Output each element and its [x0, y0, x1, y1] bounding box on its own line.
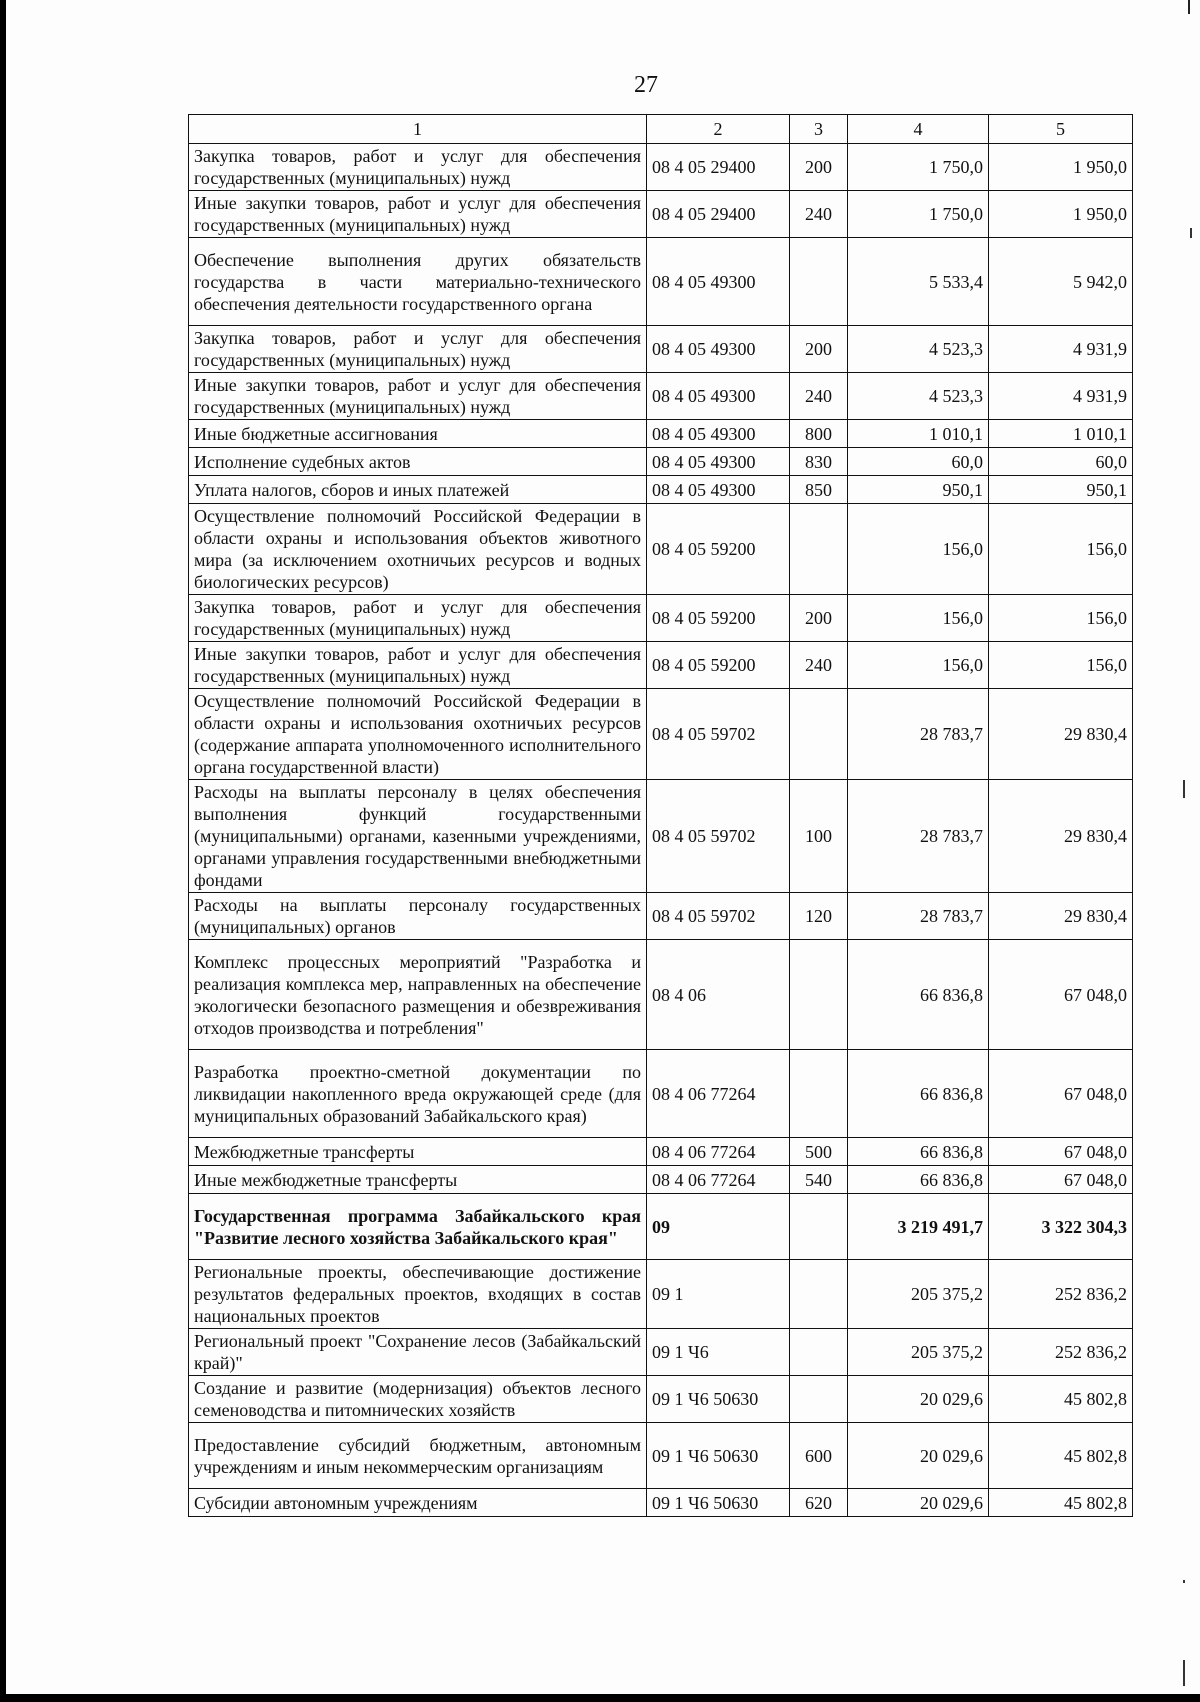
row-amount-year1-cell: 66 836,8 — [848, 1138, 989, 1166]
table-row — [189, 448, 1133, 476]
row-name-cell: Иные бюджетные ассигнования — [189, 420, 647, 448]
row-code-cell: 08 4 05 59702 — [647, 893, 790, 940]
row-amount-year2-cell: 45 802,8 — [989, 1489, 1133, 1517]
row-expense-type-cell — [790, 504, 848, 595]
row-name-cell: Уплата налогов, сборов и иных платежей — [189, 476, 647, 504]
row-expense-type-cell: 200 — [790, 326, 848, 373]
row-amount-year2-cell: 29 830,4 — [989, 689, 1133, 780]
row-expense-type-cell: 120 — [790, 893, 848, 940]
row-name-cell: Расходы на выплаты персоналу государственных (муниципальных) органов — [189, 893, 647, 940]
row-code-cell: 08 4 05 49300 — [647, 476, 790, 504]
row-name-cell: Осуществление полномочий Российской Федерации в области охраны и использования объектов животного мира (за исключением охотничьих ресурсов и водных биологических ресурсов) — [189, 504, 647, 595]
scan-speck — [1183, 1660, 1185, 1686]
header-col-5: 5 — [989, 115, 1133, 144]
row-amount-year1-cell: 28 783,7 — [848, 780, 989, 893]
table-row — [189, 893, 1133, 940]
row-name-cell: Закупка товаров, работ и услуг для обеспечения государственных (муниципальных) нужд — [189, 595, 647, 642]
scan-speck — [1183, 780, 1185, 798]
table-row — [189, 1423, 1133, 1489]
row-amount-year2-cell: 67 048,0 — [989, 1166, 1133, 1194]
row-name-cell: Государственная программа Забайкальского края "Развитие лесного хозяйства Забайкальского края" — [189, 1194, 647, 1260]
row-expense-type-cell — [790, 1194, 848, 1260]
table-row — [189, 144, 1133, 191]
row-amount-year1-cell: 1 010,1 — [848, 420, 989, 448]
scan-speck — [1190, 228, 1192, 238]
table-row — [189, 1489, 1133, 1517]
table-body — [189, 144, 1133, 1517]
row-name-cell: Закупка товаров, работ и услуг для обеспечения государственных (муниципальных) нужд — [189, 326, 647, 373]
row-expense-type-cell: 830 — [790, 448, 848, 476]
table-row — [189, 420, 1133, 448]
row-amount-year2-cell: 1 950,0 — [989, 191, 1133, 238]
table-row — [189, 1260, 1133, 1329]
row-amount-year2-cell: 67 048,0 — [989, 1138, 1133, 1166]
row-name-cell: Региональные проекты, обеспечивающие достижение результатов федеральных проектов, входящих в состав национальных проектов — [189, 1260, 647, 1329]
row-name-cell: Межбюджетные трансферты — [189, 1138, 647, 1166]
row-name-cell: Создание и развитие (модернизация) объектов лесного семеноводства и питомнических хозяйств — [189, 1376, 647, 1423]
scan-corner-mark — [1188, 0, 1196, 14]
row-name-cell: Региональный проект "Сохранение лесов (Забайкальский край)" — [189, 1329, 647, 1376]
table-row — [189, 1376, 1133, 1423]
row-code-cell: 08 4 05 49300 — [647, 420, 790, 448]
header-col-3: 3 — [790, 115, 848, 144]
row-name-cell: Расходы на выплаты персоналу в целях обеспечения выполнения функций государственными (муниципальными) органами, казенными учреждениями, органами управления государственными внебюджетными фондами — [189, 780, 647, 893]
table-row — [189, 191, 1133, 238]
row-expense-type-cell: 240 — [790, 642, 848, 689]
row-amount-year2-cell: 29 830,4 — [989, 893, 1133, 940]
table-row — [189, 689, 1133, 780]
row-name-cell: Иные межбюджетные трансферты — [189, 1166, 647, 1194]
table-row — [189, 642, 1133, 689]
row-amount-year2-cell: 252 836,2 — [989, 1329, 1133, 1376]
row-amount-year2-cell: 67 048,0 — [989, 1050, 1133, 1138]
row-amount-year1-cell: 66 836,8 — [848, 1166, 989, 1194]
row-code-cell: 09 1 Ч6 — [647, 1329, 790, 1376]
header-row — [189, 115, 1133, 144]
row-name-cell: Осуществление полномочий Российской Федерации в области охраны и использования охотничьих ресурсов (содержание аппарата уполномоченного исполнительного органа государственной власти) — [189, 689, 647, 780]
row-expense-type-cell: 200 — [790, 144, 848, 191]
row-expense-type-cell — [790, 940, 848, 1050]
row-amount-year2-cell: 950,1 — [989, 476, 1133, 504]
row-code-cell: 08 4 06 77264 — [647, 1166, 790, 1194]
scan-edge-bottom — [0, 1694, 1200, 1702]
row-code-cell: 09 1 Ч6 50630 — [647, 1423, 790, 1489]
row-code-cell: 09 1 — [647, 1260, 790, 1329]
row-amount-year2-cell: 45 802,8 — [989, 1423, 1133, 1489]
table-row — [189, 476, 1133, 504]
row-amount-year2-cell: 60,0 — [989, 448, 1133, 476]
row-amount-year1-cell: 60,0 — [848, 448, 989, 476]
budget-table — [188, 114, 1133, 1517]
row-expense-type-cell — [790, 1376, 848, 1423]
row-code-cell: 08 4 06 — [647, 940, 790, 1050]
table-row — [189, 373, 1133, 420]
row-name-cell: Закупка товаров, работ и услуг для обеспечения государственных (муниципальных) нужд — [189, 144, 647, 191]
row-code-cell: 08 4 05 59702 — [647, 780, 790, 893]
row-code-cell: 08 4 05 29400 — [647, 144, 790, 191]
table-row — [189, 1138, 1133, 1166]
row-expense-type-cell: 600 — [790, 1423, 848, 1489]
row-amount-year1-cell: 205 375,2 — [848, 1260, 989, 1329]
row-amount-year2-cell: 29 830,4 — [989, 780, 1133, 893]
row-name-cell: Предоставление субсидий бюджетным, автономным учреждениям и иным некоммерческим организациям — [189, 1423, 647, 1489]
row-expense-type-cell — [790, 1329, 848, 1376]
row-code-cell: 08 4 05 49300 — [647, 448, 790, 476]
table-row — [189, 780, 1133, 893]
row-amount-year1-cell: 205 375,2 — [848, 1329, 989, 1376]
row-amount-year1-cell: 156,0 — [848, 504, 989, 595]
row-amount-year2-cell: 4 931,9 — [989, 326, 1133, 373]
row-code-cell: 08 4 05 59702 — [647, 689, 790, 780]
row-amount-year1-cell: 66 836,8 — [848, 940, 989, 1050]
row-code-cell: 08 4 06 77264 — [647, 1138, 790, 1166]
row-name-cell: Исполнение судебных актов — [189, 448, 647, 476]
row-code-cell: 08 4 05 29400 — [647, 191, 790, 238]
row-amount-year2-cell: 4 931,9 — [989, 373, 1133, 420]
row-amount-year2-cell: 3 322 304,3 — [989, 1194, 1133, 1260]
row-code-cell: 09 1 Ч6 50630 — [647, 1489, 790, 1517]
row-amount-year1-cell: 20 029,6 — [848, 1423, 989, 1489]
row-code-cell: 08 4 05 49300 — [647, 238, 790, 326]
row-code-cell: 08 4 06 77264 — [647, 1050, 790, 1138]
row-expense-type-cell: 540 — [790, 1166, 848, 1194]
row-amount-year1-cell: 156,0 — [848, 642, 989, 689]
row-expense-type-cell: 240 — [790, 373, 848, 420]
row-expense-type-cell — [790, 1050, 848, 1138]
row-code-cell: 08 4 05 49300 — [647, 373, 790, 420]
row-expense-type-cell: 620 — [790, 1489, 848, 1517]
row-name-cell: Иные закупки товаров, работ и услуг для обеспечения государственных (муниципальных) нужд — [189, 373, 647, 420]
row-amount-year1-cell: 28 783,7 — [848, 689, 989, 780]
row-amount-year1-cell: 156,0 — [848, 595, 989, 642]
row-amount-year2-cell: 156,0 — [989, 642, 1133, 689]
row-code-cell: 09 — [647, 1194, 790, 1260]
row-amount-year1-cell: 20 029,6 — [848, 1489, 989, 1517]
table-row — [189, 504, 1133, 595]
row-name-cell: Иные закупки товаров, работ и услуг для обеспечения государственных (муниципальных) нужд — [189, 642, 647, 689]
row-amount-year1-cell: 20 029,6 — [848, 1376, 989, 1423]
row-amount-year2-cell: 156,0 — [989, 595, 1133, 642]
row-amount-year2-cell: 1 950,0 — [989, 144, 1133, 191]
row-expense-type-cell — [790, 238, 848, 326]
row-name-cell: Разработка проектно-сметной документации по ликвидации накопленного вреда окружающей среде (для муниципальных образований Забайкальского края) — [189, 1050, 647, 1138]
row-amount-year1-cell: 4 523,3 — [848, 373, 989, 420]
row-amount-year1-cell: 1 750,0 — [848, 191, 989, 238]
row-amount-year2-cell: 252 836,2 — [989, 1260, 1133, 1329]
row-amount-year1-cell: 28 783,7 — [848, 893, 989, 940]
row-name-cell: Комплекс процессных мероприятий "Разработка и реализация комплекса мер, направленных на обеспечение экологически безопасного размещения и обезвреживания отходов производства и потребления" — [189, 940, 647, 1050]
table-row — [189, 238, 1133, 326]
row-code-cell: 08 4 05 59200 — [647, 642, 790, 689]
scan-edge-left — [0, 0, 6, 1702]
row-expense-type-cell: 850 — [790, 476, 848, 504]
table-header — [189, 115, 1133, 144]
row-name-cell: Обеспечение выполнения других обязательств государства в части материально-технического обеспечения деятельности государственного органа — [189, 238, 647, 326]
row-expense-type-cell: 800 — [790, 420, 848, 448]
header-col-4: 4 — [848, 115, 989, 144]
table-row — [189, 1050, 1133, 1138]
table-row — [189, 940, 1133, 1050]
row-amount-year1-cell: 3 219 491,7 — [848, 1194, 989, 1260]
row-amount-year1-cell: 4 523,3 — [848, 326, 989, 373]
row-code-cell: 08 4 05 49300 — [647, 326, 790, 373]
row-amount-year1-cell: 1 750,0 — [848, 144, 989, 191]
row-amount-year1-cell: 950,1 — [848, 476, 989, 504]
table-row — [189, 1166, 1133, 1194]
row-expense-type-cell: 100 — [790, 780, 848, 893]
scan-speck — [1183, 1580, 1185, 1583]
row-expense-type-cell: 200 — [790, 595, 848, 642]
row-code-cell: 08 4 05 59200 — [647, 504, 790, 595]
row-amount-year1-cell: 5 533,4 — [848, 238, 989, 326]
row-code-cell: 08 4 05 59200 — [647, 595, 790, 642]
page-number: 27 — [634, 72, 658, 98]
row-amount-year2-cell: 1 010,1 — [989, 420, 1133, 448]
row-amount-year2-cell: 156,0 — [989, 504, 1133, 595]
header-col-1: 1 — [189, 115, 647, 144]
table-row — [189, 1194, 1133, 1260]
row-amount-year2-cell: 45 802,8 — [989, 1376, 1133, 1423]
row-name-cell: Иные закупки товаров, работ и услуг для обеспечения государственных (муниципальных) нужд — [189, 191, 647, 238]
table-row — [189, 1329, 1133, 1376]
row-amount-year1-cell: 66 836,8 — [848, 1050, 989, 1138]
row-expense-type-cell — [790, 1260, 848, 1329]
row-name-cell: Субсидии автономным учреждениям — [189, 1489, 647, 1517]
table-row — [189, 326, 1133, 373]
row-amount-year2-cell: 67 048,0 — [989, 940, 1133, 1050]
row-amount-year2-cell: 5 942,0 — [989, 238, 1133, 326]
header-col-2: 2 — [647, 115, 790, 144]
table-row — [189, 595, 1133, 642]
row-expense-type-cell: 240 — [790, 191, 848, 238]
row-expense-type-cell — [790, 689, 848, 780]
row-expense-type-cell: 500 — [790, 1138, 848, 1166]
row-code-cell: 09 1 Ч6 50630 — [647, 1376, 790, 1423]
